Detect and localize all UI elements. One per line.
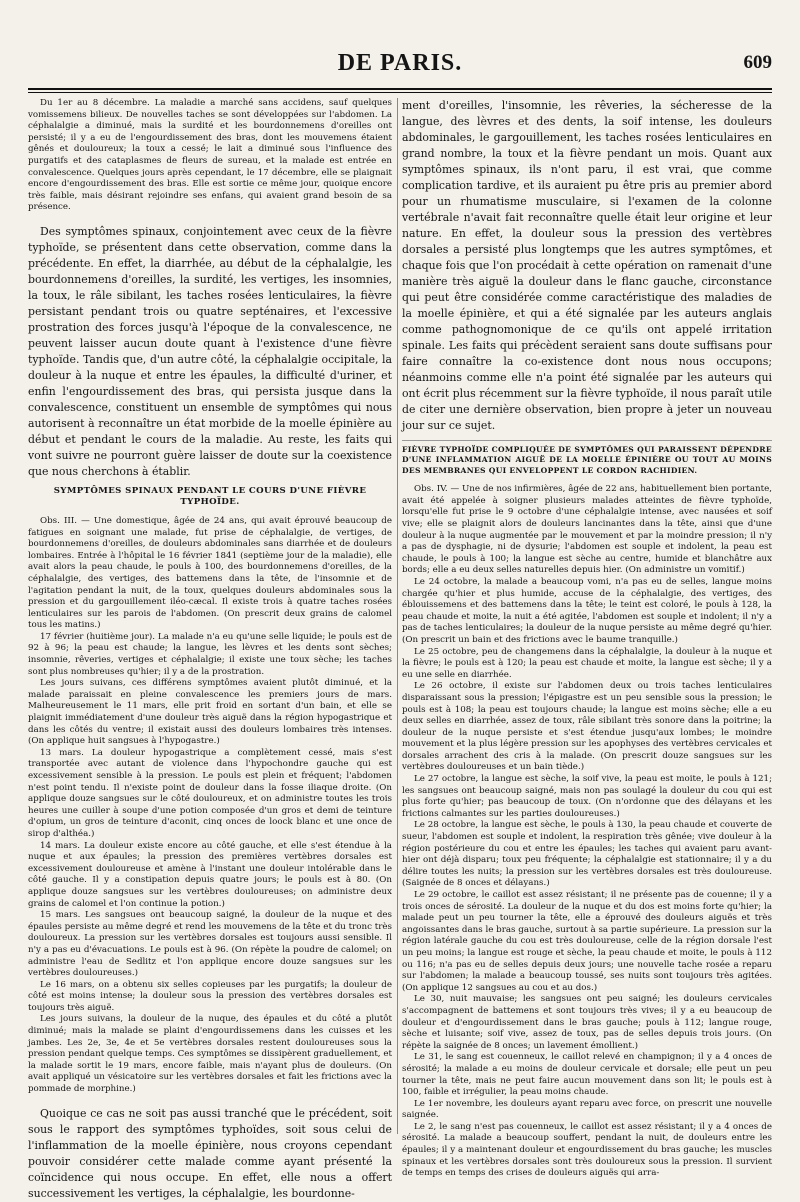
paragraph: 13 mars. La douleur hypogastrique a complètement cessé, mais s'est transportée avec autant de violence dans l'hypochondre gauche qui est excessivement sensible à la pression. Le pouls est plein et fréquent; l'abdomen n'est point tendu. Il n'existe point de douleur dans la fosse iliaque droite. (On applique douze sangsues sur le côté douloureux, et on administre toutes les trois heures une cuiller à soupe d'une potion composée d'un gros et demi de teinture d'opium, un gros de teinture d'aconit, cinq onces de loock blanc et une once de sirop d'althéa.) [28,747,392,839]
column-divider [397,98,398,1134]
section-rule [402,440,772,441]
paragraph: Le 31, le sang est couenneux, le caillot relevé en champignon; il y a 4 onces de sérosité; la malade a eu moins de douleur cervicale et dorsale; elle peut un peu tourner la tête, mais ne peut faire aucun mouvement dans son lit; le pouls est à 100, faible et irrégulier, la peau moins chaude. [402,1052,772,1098]
paragraph: Le 16 mars, on a obtenu six selles copieuses par les purgatifs; la douleur de côté est moins intense; la douleur sous la pression des vertèbres dorsales est toujours très aiguë. [28,979,392,1013]
paragraph: ment d'oreilles, l'insomnie, les rêveries, la sécheresse de la langue, des lèvres et des dents, la soif intense, les douleurs abdominales, le gargouillement, les taches rosées lenticulaires en grand nombre, la toux et la fièvre pendant un mois. Quant aux symptômes spinaux, ils n'ont paru, il est vrai, que comme complication tardive, et ils auraient pu être pris au premier abord pour un rhumatisme musculaire, si l'examen de la colonne vertébrale n'avait fait reconnaître quelle était leur origine et leur nature. En effet, la douleur sous la pression des vertèbres dorsales a persisté plus longtemps que les autres symptômes, et chaque fois que l'on procédait à cette opération on ramenait d'une manière très aiguë la douleur dans le flanc gauche, circonstance qui peut être considérée comme caractéristique des maladies de la moelle épinière, et qui a été signalée par les auteurs anglais comme pathognomonique de ce qu'ils ont appelé irritation spinale. Les faits qui précèdent seraient sans doute suffisans pour faire connaître la co-existence dont nous nous occupons; néanmoins comme elle n'a point été signalée par les auteurs qui ont écrit plus récemment sur la fièvre typhoïde, il nous paraît utile de citer une dernière observation, bien propre à jeter un nouveau jour sur ce sujet. [402,99,772,432]
page-header [28,50,772,90]
paragraph: Le 29 octobre, le caillot est assez résistant; il ne présente pas de couenne; il y a trois onces de sérosité. La douleur de la nuque et du dos est moins forte qu'hier; la malade peut un peu tourner la tête, elle a éprouvé des douleurs aiguës et très angoissantes dans le bras gauche, surtout à sa partie supérieure. La pression sur la région latérale gauche du cou est très douloureuse, celle de la région dorsale l'est un peu moins; la langue est rouge et sèche, la peau chaude et moite, le pouls à 112 ou 116; n'a pas eu de selles depuis deux jours; une nouvelle tache rosée a reparu sur l'abdomen; la malade a beaucoup toussé, ses nuits sont toujours très agitées. (On applique 12 sangsues au cou et au dos.) [402,890,772,993]
paragraph: 17 février (huitième jour). La malade n'a eu qu'une selle liquide; le pouls est de 92 à 96; la peau est chaude; la langue, les lèvres et les dents sont sèches; insomnie, rêveries, vertiges et céphalalgie; il existe une toux sèche; les taches sont plus nombreuses qu'hier; il y a de la prostration. [28,631,392,677]
paragraph: Le 2, le sang n'est pas couenneux, le caillot est assez résistant; il y a 4 onces de sérosité. La malade a beaucoup souffert, pendant la nuit, de douleurs entre les épaules; il y a maintenant douleur et engourdissement du bras gauche; les muscles spinaux et les vertèbres dorsales sont très douloureux sous la pression. Il survient de temps en temps des crises de douleurs aiguës qui arra- [402,1121,772,1179]
section-heading: FIÈVRE TYPHOÏDE COMPLIQUÉE DE SYMPTÔMES QUI PARAISSENT DÉPENDRE D'UNE INFLAMMATION AIGUË DE LA MOELLE ÉPINIÈRE OU TOUT AU MOINS DES MEMBRANES QUI ENVELOPPENT LE CORDON RACHIDIEN. [402,445,772,475]
paragraph: Obs. IV. — Une de nos infirmières, âgée de 22 ans, habituellement bien portante, avait été appelée à soigner plusieurs malades atteintes de fièvre typhoïde, lorsqu'elle fut prise le 9 octobre d'une céphalalgie intense, avec nausées et soif vive; elle se plaignit alors de douleurs lancinantes dans la tête, ainsi que d'une douleur à la nuque augmentée par le mouvement et par la moindre pression; il n'y a pas de dysphagie, ni de dysurie; l'abdomen est souple et indolent, la peau est chaude, le pouls à 100; la langue est sèche au centre, humide et blanchâtre aux bords; elle a eu deux selles naturelles depuis hier. (On administre un vomitif.) [402,484,772,576]
paragraph: Les jours suivans, la douleur de la nuque, des épaules et du côté a plutôt diminué; mais la malade se plaint d'engourdissemens dans les cuisses et les jambes. Les 2e, 3e, 4e et 5e vertèbres dorsales restent douloureuses sous la pression pendant quelque temps. Ces symptômes se dissipèrent graduellement, et la malade sortit le 19 mars, encore faible, mais n'ayant plus de douleurs. (On avait appliqué un vésicatoire sur les vertèbres dorsales et fait les frictions avec la pommade de morphine.) [28,1014,392,1095]
paragraph: Le 28 octobre, la langue est sèche, le pouls à 130, la peau chaude et couverte de sueur, l'abdomen est souple et indolent, la respiration très gênée; vive douleur à la région postérieure du cou et entre les épaules; les taches qui avaient paru avant-hier ont déjà disparu; toux peu fréquente; la céphalalgie est stationnaire; il y a du délire toutes les nuits; la pression sur les vertèbres dorsales est très douloureuse. (Saignée de 8 onces et délayans.) [402,820,772,889]
paragraph: 15 mars. Les sangsues ont beaucoup saigné, la douleur de la nuque et des épaules persiste au même degré et rend les mouvemens de la tête et du tronc très douloureux. La pression sur les vertèbres dorsales est toujours aussi sensible. Il n'y a pas eu d'évacuations. Le pouls est à 96. (On répète la poudre de calomel; on administre l'eau de Sedlitz et l'on applique encore douze sangsues sur les vertèbres douloureuses.) [28,910,392,979]
left-column [28,98,392,1200]
paragraph: Des symptômes spinaux, conjointement avec ceux de la fièvre typhoïde, se présentent dans cette observation, comme dans la précédente. En effet, la diarrhée, au début de la céphalalgie, les bourdonnemens d'oreilles, la surdité, les vertiges, les insomnies, la toux, le râle sibilant, les taches rosées lenticulaires, la fièvre persistant pendant trois ou quatre septénaires, et l'excessive prostration des forces jusqu'à l'époque de la convalescence, ne peuvent laisser aucun doute quant à l'existence d'une fièvre typhoïde. Tandis que, d'un autre côté, la céphalalgie occipitale, la douleur à la nuque et entre les épaules, la difficulté d'uriner, et enfin l'engourdissement des bras, qui persista jusque dans la convalescence, constituent un ensemble de symptômes qui nous autorisent à reconnaître un état morbide de la moelle épinière au début et pendant le cours de la maladie. Au reste, les faits qui vont suivre ne pourront guère laisser de doute sur la coexistence que nous cherchons à établir. [28,224,392,478]
paragraph: Le 24 octobre, la malade a beaucoup vomi, n'a pas eu de selles, langue moins chargée qu'hier et plus humide, accuse de la céphalalgie, des vertiges, des éblouissemens et des battemens dans la tête; le teint est coloré, le pouls à 128, la peau chaude et moite, la nuit a été agitée, l'abdomen est souple et indolent; il n'y a pas de taches lenticulaires; la douleur de la nuque persiste au même degré qu'hier. (On prescrit un bain et des frictions avec le baume tranquille.) [402,576,772,645]
paragraph: Le 26 octobre, il existe sur l'abdomen deux ou trois taches lenticulaires disparaissant sous la pression; l'épigastre est un peu sensible sous la pression; le pouls est à 108; la peau est toujours chaude; la langue est moins sèche; elle a eu deux selles en diarrhée, assez de toux, râle sibilant très sonore dans la poitrine; la douleur de la nuque persiste et s'est étendue jusqu'aux lombes; le moindre mouvement et la plus légère pression sur les apophyses des vertèbres cervicales et dorsales arrachent des cris à la malade. (On prescrit douze sangsues sur les vertèbres douloureuses et un bain tiède.) [402,681,772,773]
right-column [402,98,772,1179]
paragraph: Les jours suivans, ces différens symptômes avaient plutôt diminué, et la malade paraissait en pleine convalescence les premiers jours de mars. Malheureusement le 11 mars, elle prit froid en sortant d'un bain, et elle se plaignit immédiatement d'une douleur très aiguë dans la région hypogastrique et dans les côtés du ventre; il existait aussi des douleurs lombaires très intenses. (On applique huit sangsues à l'hypogastre.) [28,678,392,747]
header-rule-thin [28,92,772,93]
running-title: DE PARIS. [337,50,463,76]
paragraph: Le 1er novembre, les douleurs ayant reparu avec force, on prescrit une nouvelle saignée. [402,1098,772,1121]
paragraph: Obs. III. — Une domestique, âgée de 24 ans, qui avait éprouvé beaucoup de fatigues en soignant une malade, fut prise de céphalalgie, de vertiges, de bourdonnemens d'oreilles, de douleurs abdominales sans diarrhée et de douleurs lombaires. Entrée à l'hôpital le 16 février 1841 (septième jour de la maladie), elle avait alors la peau chaude, le pouls à 100, des bourdonnemens d'oreilles, de la céphalalgie, des vertiges, des battemens dans la tête, de l'insomnie et de l'agitation pendant la nuit, de la toux, quelques douleurs abdominales sous la pression et du gargouillement iléo-cæcal. Il existe trois à quatre taches rosées lenticulaires sur les parois de l'abdomen. (On prescrit deux grains de calomel tous les matins.) [28,515,392,631]
page-number: 609 [743,52,772,73]
section-heading: SYMPTÔMES SPINAUX PENDANT LE COURS D'UNE FIÈVRE TYPHOÏDE. [53,485,367,507]
paragraph: Le 25 octobre, peu de changemens dans la céphalalgie, la douleur à la nuque et la fièvre; le pouls est à 120; la peau est chaude et moite, la langue est sèche; il y a eu une selle en diarrhée. [402,646,772,680]
paragraph: Le 30, nuit mauvaise; les sangsues ont peu saigné; les douleurs cervicales s'accompagnent de battemens et sont toujours très vives; il y a eu beaucoup de douleur et d'engourdissement dans le bras gauche; pouls à 112; langue rouge, sèche et luisante; soif vive, assez de toux, pas de selles depuis trois jours. (On répète la saignée de 8 onces; un lavement émollient.) [402,994,772,1051]
paragraph: 14 mars. La douleur existe encore au côté gauche, et elle s'est étendue à la nuque et aux épaules; la pression des premières vertèbres dorsales est excessivement douloureuse et amène à l'instant une douleur intolérable dans le côté gauche. Il y a constipation depuis quatre jours; le pouls est à 80. (On applique douze sangsues sur les vertèbres douloureuses; on administre deux grains de calomel et l'on continue la potion.) [28,840,392,909]
paragraph: Le 27 octobre, la langue est sèche, la soif vive, la peau est moite, le pouls à 121; les sangsues ont beaucoup saigné, mais non pas soulagé la douleur du cou qui est plus forte qu'hier; pas beaucoup de toux. (On n'ordonne que des délayans et les frictions calmantes sur les parties douloureuses.) [402,774,772,819]
paragraph: Du 1er au 8 décembre. La maladie a marché sans accidens, sauf quelques vomissemens bilieux. De nouvelles taches se sont développées sur l'abdomen. La céphalalgie a diminué, mais la surdité et les bourdonnemens d'oreilles ont persisté; il y a eu de l'engourdissement des bras, dont les mouvemens étaient gênés et douloureux; la toux a cessé; le lait a diminué sous l'influence des purgatifs et des cataplasmes de fleurs de sureau, et la malade est entrée en convalescence. Quelques jours après cependant, le 17 décembre, elle se plaignait encore d'engourdissement des bras. Elle est sortie ce même jour, quoique encore très faible, mais désirant rejoindre ses enfans, qui avaient grand besoin de sa présence. [28,98,392,213]
paragraph: Quoique ce cas ne soit pas aussi tranché que le précédent, soit sous le rapport des symptômes typhoïdes, soit sous celui de l'inflammation de la moelle épinière, nous croyons cependant pouvoir considérer cette malade comme ayant présenté la coïncidence qui nous occupe. En effet, elle nous a offert successivement les vertiges, la céphalalgie, les bourdonne- [28,1106,392,1200]
header-rule [28,88,772,90]
